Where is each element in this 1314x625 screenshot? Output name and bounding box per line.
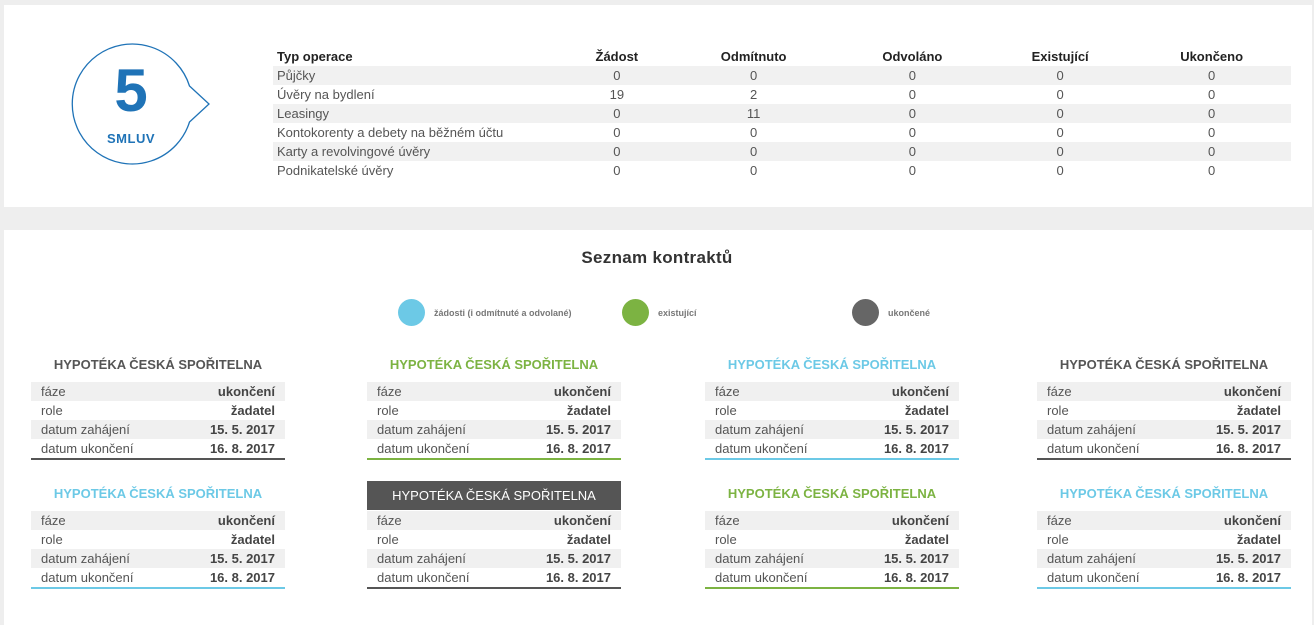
- field-value: 15. 5. 2017: [545, 422, 611, 437]
- cell-withdrawn: 0: [837, 142, 988, 161]
- col-header-rejected: Odmítnuto: [720, 49, 787, 64]
- field-value: ukončení: [891, 513, 949, 528]
- field-label: datum ukončení: [715, 570, 808, 585]
- contract-title[interactable]: HYPOTÉKA ČESKÁ SPOŘITELNA: [1059, 357, 1269, 372]
- contract-row-phase: [705, 511, 959, 530]
- field-label: fáze: [377, 513, 402, 528]
- cell-request: 0: [563, 66, 671, 85]
- field-label: role: [377, 532, 399, 547]
- contract-card[interactable]: [367, 481, 621, 589]
- status-underline: [1037, 587, 1291, 589]
- cell-withdrawn: 0: [908, 87, 916, 102]
- field-label: datum ukončení: [377, 441, 470, 456]
- contract-card[interactable]: [31, 352, 285, 460]
- status-underline: [705, 587, 959, 589]
- contract-title[interactable]: HYPOTÉKA ČESKÁ SPOŘITELNA: [367, 481, 621, 510]
- field-value: 16. 8. 2017: [1215, 441, 1281, 456]
- legend-label: ukončené: [888, 307, 931, 318]
- field-label: datum zahájení: [715, 422, 804, 437]
- field-label: role: [41, 403, 63, 418]
- cell-type: Kontokorenty a debety na běžném účtu: [277, 125, 504, 140]
- col-header-withdrawn: Odvoláno: [882, 49, 943, 64]
- cell-request: 0: [563, 142, 671, 161]
- status-underline: [31, 458, 285, 460]
- contract-row-end: [705, 568, 959, 587]
- operations-row: [273, 66, 1291, 85]
- field-label: datum ukončení: [41, 441, 134, 456]
- cell-withdrawn: 0: [837, 66, 988, 85]
- field-label: role: [41, 532, 63, 547]
- contract-row-end: [1037, 568, 1291, 587]
- contract-row-role: [705, 401, 959, 420]
- contract-row-phase: [1037, 511, 1291, 530]
- field-label: datum ukončení: [377, 570, 470, 585]
- contract-card[interactable]: [1037, 481, 1291, 589]
- contract-row-start: [367, 549, 621, 568]
- cell-rejected: 0: [671, 142, 837, 161]
- field-label: datum ukončení: [1047, 441, 1140, 456]
- contracts-count-label: SMLUV: [107, 131, 155, 146]
- contract-row-role: [367, 401, 621, 420]
- contract-title[interactable]: HYPOTÉKA ČESKÁ SPOŘITELNA: [389, 357, 599, 372]
- contract-row-role: [1037, 530, 1291, 549]
- col-header-request: Žádost: [595, 49, 639, 64]
- cell-type: Úvěry na bydlení: [277, 87, 375, 102]
- field-value: 15. 5. 2017: [209, 551, 275, 566]
- contract-row-phase: [367, 511, 621, 530]
- contract-title[interactable]: HYPOTÉKA ČESKÁ SPOŘITELNA: [53, 357, 263, 372]
- field-value: žadatel: [566, 532, 611, 547]
- field-label: datum ukončení: [41, 570, 134, 585]
- cell-existing: 0: [1056, 87, 1064, 102]
- field-label: datum zahájení: [41, 422, 130, 437]
- field-label: fáze: [377, 384, 402, 399]
- cell-terminated: 0: [1132, 104, 1291, 123]
- cell-withdrawn: 0: [908, 125, 916, 140]
- contract-row-start: [1037, 549, 1291, 568]
- cell-existing: 0: [1056, 125, 1064, 140]
- field-value: ukončení: [217, 513, 275, 528]
- contract-row-phase: [31, 382, 285, 401]
- operations-row: [273, 161, 1291, 180]
- field-value: 16. 8. 2017: [209, 441, 275, 456]
- legend-dot-green: [622, 299, 649, 326]
- contract-row-role: [1037, 401, 1291, 420]
- field-value: žadatel: [566, 403, 611, 418]
- field-label: datum zahájení: [1047, 551, 1136, 566]
- field-value: 15. 5. 2017: [1215, 551, 1281, 566]
- contract-row-start: [1037, 420, 1291, 439]
- field-label: fáze: [41, 384, 66, 399]
- field-label: datum ukončení: [715, 441, 808, 456]
- cell-terminated: 0: [1207, 87, 1216, 102]
- contract-row-start: [31, 420, 285, 439]
- field-value: ukončení: [891, 384, 949, 399]
- contract-row-end: [367, 439, 621, 458]
- field-value: 15. 5. 2017: [209, 422, 275, 437]
- operations-row: [273, 104, 1291, 123]
- cell-withdrawn: 0: [908, 163, 916, 178]
- col-header-existing: Existující: [1031, 49, 1089, 64]
- field-value: 15. 5. 2017: [1215, 422, 1281, 437]
- field-label: fáze: [715, 513, 740, 528]
- operations-table: [273, 47, 1291, 180]
- field-value: ukončení: [553, 384, 611, 399]
- status-underline: [31, 587, 285, 589]
- field-label: fáze: [715, 384, 740, 399]
- field-value: 16. 8. 2017: [545, 570, 611, 585]
- contract-row-end: [367, 568, 621, 587]
- status-underline: [705, 458, 959, 460]
- field-label: role: [715, 403, 737, 418]
- field-label: role: [715, 532, 737, 547]
- col-header-type: Typ operace: [277, 49, 353, 64]
- contract-row-start: [705, 549, 959, 568]
- field-label: datum zahájení: [1047, 422, 1136, 437]
- field-value: žadatel: [230, 532, 275, 547]
- contract-row-role: [367, 530, 621, 549]
- contract-row-end: [31, 568, 285, 587]
- contracts-count: 5: [114, 57, 148, 124]
- field-value: žadatel: [904, 532, 949, 547]
- cell-rejected: 11: [671, 104, 837, 123]
- cell-existing: 0: [988, 66, 1132, 85]
- cell-terminated: 0: [1207, 163, 1216, 178]
- contract-row-phase: [1037, 382, 1291, 401]
- contract-row-role: [705, 530, 959, 549]
- operations-row: [273, 123, 1291, 142]
- contract-card[interactable]: [1037, 352, 1291, 460]
- cell-withdrawn: 0: [837, 104, 988, 123]
- cell-type: Podnikatelské úvěry: [277, 163, 394, 178]
- contract-row-start: [31, 549, 285, 568]
- operations-header-row: [273, 47, 1291, 66]
- field-value: 16. 8. 2017: [545, 441, 611, 456]
- cell-request: 0: [613, 163, 621, 178]
- field-value: žadatel: [904, 403, 949, 418]
- legend-dot-blue: [398, 299, 425, 326]
- contract-row-role: [31, 401, 285, 420]
- cell-rejected: 0: [750, 163, 758, 178]
- cell-existing: 0: [1056, 163, 1064, 178]
- legend-requests: [398, 299, 572, 326]
- field-label: datum zahájení: [715, 551, 804, 566]
- contracts-list-title: Seznam kontraktů: [581, 248, 733, 267]
- cell-terminated: 0: [1207, 125, 1216, 140]
- field-label: role: [377, 403, 399, 418]
- cell-rejected: 0: [671, 66, 837, 85]
- contract-card[interactable]: [705, 481, 959, 589]
- field-value: ukončení: [1223, 384, 1281, 399]
- cell-terminated: 0: [1132, 142, 1291, 161]
- field-value: 15. 5. 2017: [883, 551, 949, 566]
- cell-request: 0: [613, 125, 621, 140]
- contract-row-phase: [705, 382, 959, 401]
- contract-row-phase: [367, 382, 621, 401]
- field-value: ukončení: [1223, 513, 1281, 528]
- field-label: role: [1047, 403, 1069, 418]
- col-header-terminated: Ukončeno: [1180, 49, 1244, 64]
- cell-type: Půjčky: [273, 66, 563, 85]
- field-value: 16. 8. 2017: [883, 441, 949, 456]
- field-label: fáze: [1047, 384, 1072, 399]
- contract-title[interactable]: HYPOTÉKA ČESKÁ SPOŘITELNA: [727, 357, 937, 372]
- contracts-count-badge: [65, 43, 213, 165]
- cell-terminated: 0: [1132, 66, 1291, 85]
- field-label: fáze: [1047, 513, 1072, 528]
- cell-request: 19: [609, 87, 625, 102]
- status-underline: [1037, 458, 1291, 460]
- contract-card[interactable]: [31, 481, 285, 589]
- field-value: žadatel: [1236, 403, 1281, 418]
- status-underline: [367, 587, 621, 589]
- contract-row-end: [1037, 439, 1291, 458]
- contract-row-role: [31, 530, 285, 549]
- field-value: žadatel: [1236, 532, 1281, 547]
- cell-existing: 0: [988, 104, 1132, 123]
- cell-rejected: 2: [750, 87, 758, 102]
- status-underline: [367, 458, 621, 460]
- cell-rejected: 0: [750, 125, 758, 140]
- field-value: žadatel: [230, 403, 275, 418]
- field-label: role: [1047, 532, 1069, 547]
- field-value: 15. 5. 2017: [545, 551, 611, 566]
- legend-dot-gray: [852, 299, 879, 326]
- contract-title[interactable]: HYPOTÉKA ČESKÁ SPOŘITELNA: [727, 486, 937, 501]
- field-value: 16. 8. 2017: [883, 570, 949, 585]
- contract-row-end: [705, 439, 959, 458]
- legend-label: existující: [658, 307, 697, 318]
- contract-title[interactable]: HYPOTÉKA ČESKÁ SPOŘITELNA: [1059, 486, 1269, 501]
- contract-row-end: [31, 439, 285, 458]
- cell-existing: 0: [988, 142, 1132, 161]
- operations-row: [273, 85, 1291, 104]
- contract-title[interactable]: HYPOTÉKA ČESKÁ SPOŘITELNA: [53, 486, 263, 501]
- field-value: ukončení: [217, 384, 275, 399]
- contract-row-start: [705, 420, 959, 439]
- contract-row-start: [367, 420, 621, 439]
- legend-terminated: [852, 299, 930, 326]
- field-label: datum zahájení: [377, 551, 466, 566]
- cell-type: Leasingy: [273, 104, 563, 123]
- cell-request: 0: [563, 104, 671, 123]
- field-value: 15. 5. 2017: [883, 422, 949, 437]
- field-value: 16. 8. 2017: [1215, 570, 1281, 585]
- legend-label: žádosti (i odmítnuté a odvolané): [434, 307, 572, 318]
- field-value: ukončení: [553, 513, 611, 528]
- operations-row: [273, 142, 1291, 161]
- field-label: datum zahájení: [377, 422, 466, 437]
- field-label: datum zahájení: [41, 551, 130, 566]
- contract-card[interactable]: [367, 352, 621, 460]
- field-label: datum ukončení: [1047, 570, 1140, 585]
- field-label: fáze: [41, 513, 66, 528]
- cell-type: Karty a revolvingové úvěry: [273, 142, 563, 161]
- legend-existing: [622, 299, 697, 326]
- contract-card[interactable]: [705, 352, 959, 460]
- contract-row-phase: [31, 511, 285, 530]
- field-value: 16. 8. 2017: [209, 570, 275, 585]
